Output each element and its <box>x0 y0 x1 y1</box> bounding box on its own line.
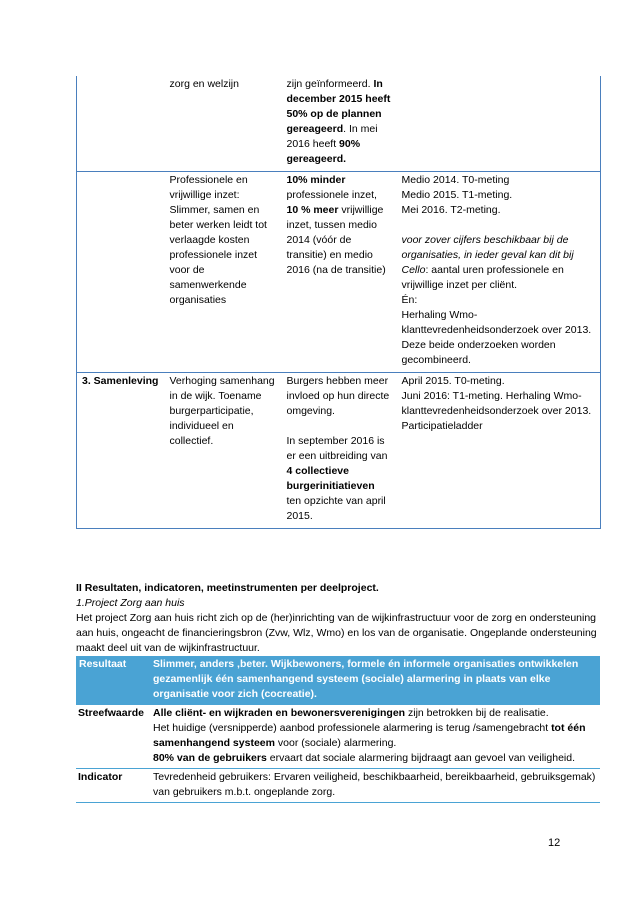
table-row <box>77 373 601 529</box>
section-results <box>76 581 606 656</box>
top-table <box>76 76 601 529</box>
label-resultaat: Resultaat <box>76 656 151 705</box>
cell-empty <box>77 76 165 172</box>
section-heading: II Resultaten, indicatoren, meetinstrumenten per deelproject. <box>76 582 379 594</box>
cell-aspect: Professionele en vrijwillige inzet: Slimmer, samen en beter werken leidt tot verlaagde kosten professionele inzet voor de samenwerkende organisaties <box>165 172 282 373</box>
cell-measurement: April 2015. T0-meting. Juni 2016: T1-meting. Herhaling Wmo-klanttevredenheidsonderzoek over 2013. Participatieladder <box>397 373 601 529</box>
cell-aspect: Verhoging samenhang in de wijk. Toename burgerparticipatie, individueel en collectief. <box>165 373 282 529</box>
table-row <box>77 76 601 172</box>
table-row <box>77 172 601 373</box>
table-row-indicator <box>76 769 600 803</box>
cell-measurement <box>397 76 601 172</box>
value-indicator: Tevredenheid gebruikers: Ervaren veiligheid, beschikbaarheid, bereikbaarheid, gebruiksgemak) van gebruikers m.b.t. ongeplande zorg. <box>151 769 600 803</box>
table-row-streefwaarde <box>76 705 600 769</box>
value-resultaat: Slimmer, anders ,beter. Wijkbewoners, formele én informele organisaties ontwikkelen gezamenlijk één samenhangend systeem (sociale) alarmering in plaats van elke organisatie voor zich (cocreatie). <box>151 656 600 705</box>
cell-target: Burgers hebben meer invloed op hun directe omgeving. In september 2016 is er een uitbreiding van 4 collectieve burgerinitiatieven ten opzichte van april 2015. <box>282 373 397 529</box>
cell-empty <box>77 172 165 373</box>
project-paragraph: Het project Zorg aan huis richt zich op de (her)inrichting van de wijkinfrastructuur voor de zorg en ondersteuning aan huis, ongeacht de financieringsbron (Zvw, Wlz, Wmo) en los van de organisatie. Ongeplande ondersteuning maakt deel uit van de wijkinfrastructuur. <box>76 612 597 654</box>
table-row-resultaat <box>76 656 600 705</box>
label-indicator: Indicator <box>76 769 151 803</box>
cell-domain: 3. Samenleving <box>77 373 165 529</box>
cell-measurement: Medio 2014. T0-meting Medio 2015. T1-meting. Mei 2016. T2-meting. voor zover cijfers beschikbaar bij de organisaties, in ieder geval kan dit bij Cello: aantal uren professionele en vrijwillige inzet per cliënt. Én: Herhaling Wmo-klanttevredenheidsonderzoek over 2013. Deze beide onderzoeken worden gecombineerd. <box>397 172 601 373</box>
cell-target: zijn geïnformeerd. In december 2015 heeft 50% op de plannen gereageerd. In mei 2016 heeft 90% gereageerd. <box>286 78 391 165</box>
cell-target: 10% minder professionele inzet, 10 % meer vrijwillige inzet, tussen medio 2014 (vóór de transitie) en medio 2016 (na de transitie) <box>282 172 397 373</box>
page-number: 12 <box>548 837 561 849</box>
cell-aspect: zorg en welzijn <box>169 78 239 90</box>
value-streefwaarde: Alle cliënt- en wijkraden en bewonersverenigingen zijn betrokken bij de realisatie. Het huidige (versnipperde) aanbod professionele alarmering is terug /samengebracht tot één samenhangend systeem voor (sociale) alarmering. 80% van de gebruikers ervaart dat sociale alarmering bijdraagt aan gevoel van veiligheid. <box>151 705 600 769</box>
project-subheading: 1.Project Zorg aan huis <box>76 597 185 609</box>
label-streefwaarde: Streefwaarde <box>76 705 151 769</box>
results-table <box>76 656 600 803</box>
